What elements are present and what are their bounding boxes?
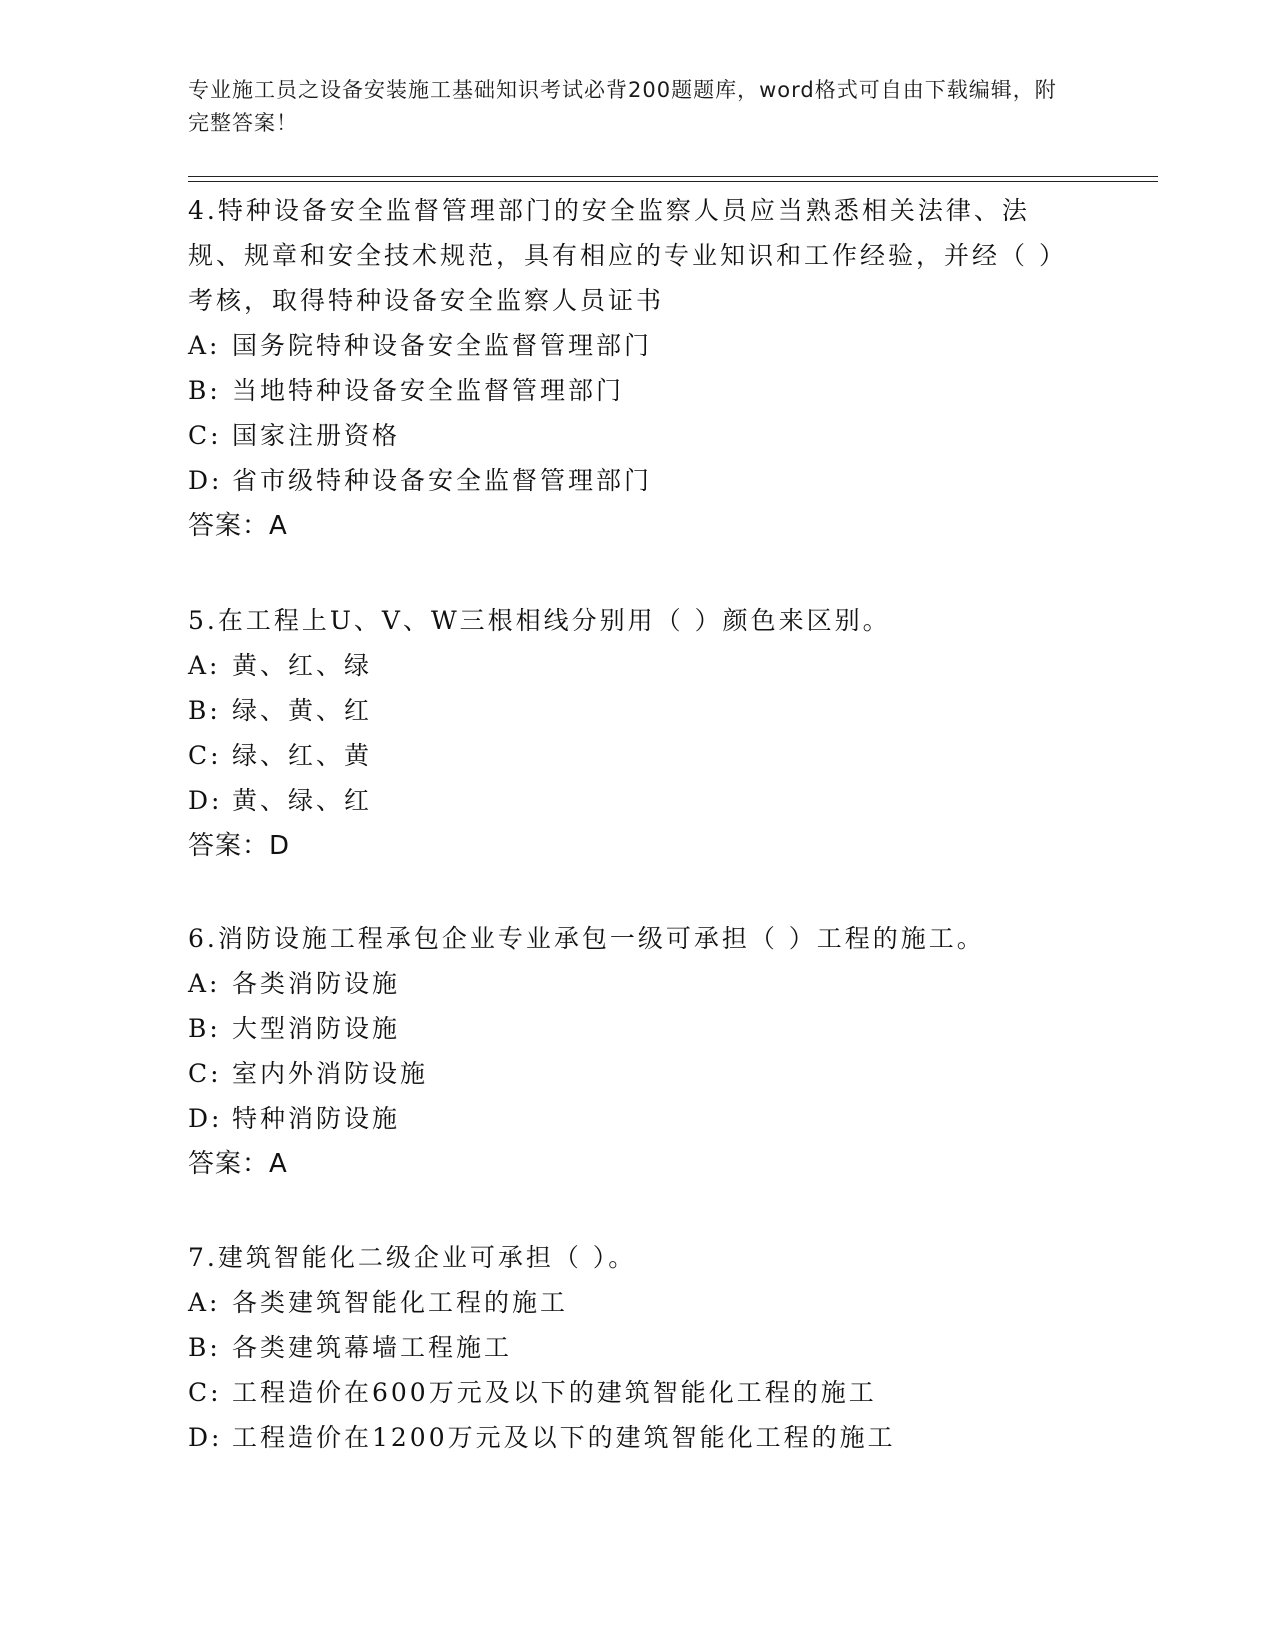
- question-option: [188, 1370, 1068, 1415]
- option-text: 工程造价在1200万元及以下的建筑智能化工程的施工: [232, 1423, 896, 1452]
- question-option: [188, 1325, 1068, 1370]
- option-text: 大型消防设施: [232, 1014, 401, 1043]
- document-header: [188, 74, 1068, 140]
- option-text: 当地特种设备安全监督管理部门: [232, 376, 625, 405]
- option-letter: B:: [188, 696, 221, 725]
- option-text: 绿、红、黄: [232, 741, 373, 770]
- option-letter: D:: [188, 1104, 223, 1133]
- question-option: [188, 688, 1068, 733]
- option-text: 各类消防设施: [232, 969, 401, 998]
- option-letter: C:: [188, 1059, 222, 1088]
- question-stem: 4.特种设备安全监督管理部门的安全监察人员应当熟悉相关法律、法规、规章和安全技术规范，具有相应的专业知识和工作经验，并经（ ）考核，取得特种设备安全监察人员证书: [188, 196, 1067, 315]
- question-option: [188, 733, 1068, 778]
- option-text: 省市级特种设备安全监督管理部门: [232, 466, 653, 495]
- question-option: [188, 368, 1068, 413]
- question-option: [188, 1051, 1068, 1096]
- option-letter: D:: [188, 786, 223, 815]
- header-divider: [188, 181, 1158, 182]
- question-option: [188, 323, 1068, 368]
- header-divider: [188, 176, 1158, 177]
- option-text: 工程造价在600万元及以下的建筑智能化工程的施工: [232, 1378, 877, 1407]
- question-option: [188, 643, 1068, 688]
- question-block: [188, 188, 1068, 549]
- question-option: [188, 1096, 1068, 1141]
- question-option: [188, 458, 1068, 503]
- option-letter: C:: [188, 1378, 222, 1407]
- option-letter: C:: [188, 421, 222, 450]
- document-title: 专业施工员之设备安装施工基础知识考试必背200题题库，word格式可自由下载编辑，附完整答案！: [188, 78, 1057, 135]
- option-text: 国务院特种设备安全监督管理部门: [232, 331, 653, 360]
- question-block: [188, 1235, 1068, 1460]
- option-letter: B:: [188, 1333, 221, 1362]
- option-letter: A:: [188, 1288, 221, 1317]
- option-letter: B:: [188, 1014, 221, 1043]
- option-text: 绿、黄、红: [232, 696, 373, 725]
- option-letter: A:: [188, 969, 221, 998]
- question-option: [188, 1280, 1068, 1325]
- option-text: 国家注册资格: [232, 421, 401, 450]
- question-answer: 答案：A: [188, 1149, 288, 1179]
- question-stem: 5.在工程上U、V、W三根相线分别用（ ）颜色来区别。: [188, 606, 891, 635]
- option-letter: C:: [188, 741, 222, 770]
- option-text: 黄、绿、红: [232, 786, 373, 815]
- question-answer: 答案：A: [188, 511, 288, 541]
- option-letter: D:: [188, 1423, 223, 1452]
- question-stem: 6.消防设施工程承包企业专业承包一级可承担（ ）工程的施工。: [188, 924, 985, 953]
- option-text: 各类建筑智能化工程的施工: [232, 1288, 569, 1317]
- question-stem: 7.建筑智能化二级企业可承担（ ）。: [188, 1243, 637, 1272]
- question-option: [188, 1006, 1068, 1051]
- question-block: [188, 598, 1068, 869]
- question-answer: 答案：D: [188, 831, 291, 861]
- question-option: [188, 1415, 1068, 1460]
- option-text: 黄、红、绿: [232, 651, 373, 680]
- option-text: 各类建筑幕墙工程施工: [232, 1333, 513, 1362]
- question-option: [188, 778, 1068, 823]
- question-block: [188, 916, 1068, 1187]
- option-letter: A:: [188, 651, 221, 680]
- option-text: 特种消防设施: [232, 1104, 401, 1133]
- option-letter: D:: [188, 466, 223, 495]
- question-option: [188, 961, 1068, 1006]
- option-letter: B:: [188, 376, 221, 405]
- option-text: 室内外消防设施: [232, 1059, 429, 1088]
- option-letter: A:: [188, 331, 221, 360]
- question-option: [188, 413, 1068, 458]
